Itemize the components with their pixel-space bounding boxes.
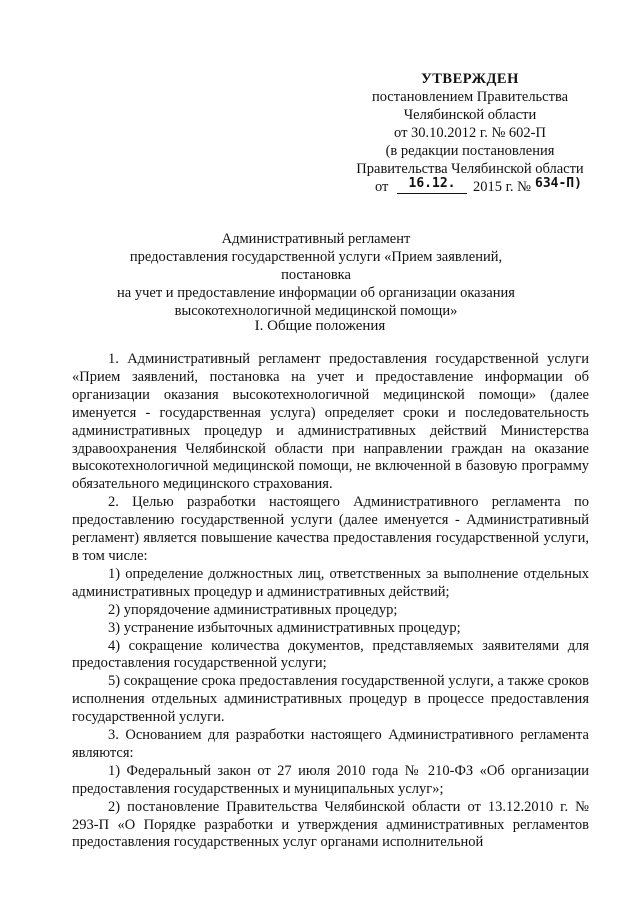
paragraph: 3. Основанием для разработки настоящего Административного регламента являются: [72, 727, 589, 761]
year-text: 2015 г. № [473, 179, 532, 195]
paragraph: 3) устранение избыточных административных процедур; [108, 619, 461, 636]
document-body [72, 351, 589, 852]
regulation-title [96, 230, 536, 320]
regulation-title-line: Административный регламент [221, 231, 411, 247]
approval-line: Челябинской области [403, 107, 537, 123]
regulation-title-line: высокотехнологичной медицинской помощи» [174, 303, 458, 319]
approval-title: УТВЕРЖДЕН [421, 71, 519, 87]
approval-line: Правительства Челябинской области [356, 161, 584, 177]
approval-line: (в редакции постановления [385, 143, 555, 159]
paragraph: 4) сокращение количества документов, представляемых заявителями для предоставления государственной услуги; [72, 637, 589, 672]
approval-date-line [340, 178, 600, 196]
approval-block [340, 70, 600, 196]
approval-line: постановлением Правительства [371, 89, 569, 105]
approval-line: от 30.10.2012 г. № 602-П [394, 125, 546, 141]
regulation-title-line: предоставления государственной услуги «Прием заявлений, постановка [129, 249, 503, 283]
paragraph: 1. Административный регламент предоставления государственной услуги «Прием заявлений, постановка на учет и предоставление информации об организации оказания высокотехнологичной медицинской помощи» (далее именуется - государственная услуга) определяет сроки и последовательность административных процедур и административных действий Министерства здравоохранения Челябинской области при направлении граждан на оказание высокотехнологичной медицинской помощи, не включенной в базовую программу обязательного медицинского страхования. [72, 351, 589, 493]
paragraph: 2) постановление Правительства Челябинской области от 13.12.2010 г. № 293-П «О Порядке разработки и утверждения административных регламентов предоставления государственных услуг органами исполнительной [72, 798, 589, 851]
paragraph: 1) определение должностных лиц, ответственных за выполнение отдельных административных процедур и административных действий; [72, 565, 589, 600]
section-heading: I. Общие положения [254, 318, 386, 334]
paragraph: 2. Целью разработки настоящего Административного регламента по предоставлению государственной услуги (далее именуется - Административный регламент) является повышение качества предоставления государственной услуги, в том числе: [72, 494, 589, 564]
paragraph: 5) сокращение срока предоставления государственной услуги, а также сроков исполнения отдельных административных процедур в процессе предоставления государственной услуги. [72, 673, 589, 726]
handwritten-date: 16.12. [397, 175, 467, 194]
regulation-title-line: на учет и предоставление информации об организации оказания [117, 285, 515, 301]
date-prefix: от [375, 179, 389, 195]
paragraph: 2) упорядочение административных процедур; [108, 601, 398, 618]
handwritten-number: 634-П) [535, 176, 582, 191]
paragraph: 1) Федеральный закон от 27 июля 2010 года № 210-ФЗ «Об организации предоставления государственных и муниципальных услуг»; [72, 762, 589, 797]
